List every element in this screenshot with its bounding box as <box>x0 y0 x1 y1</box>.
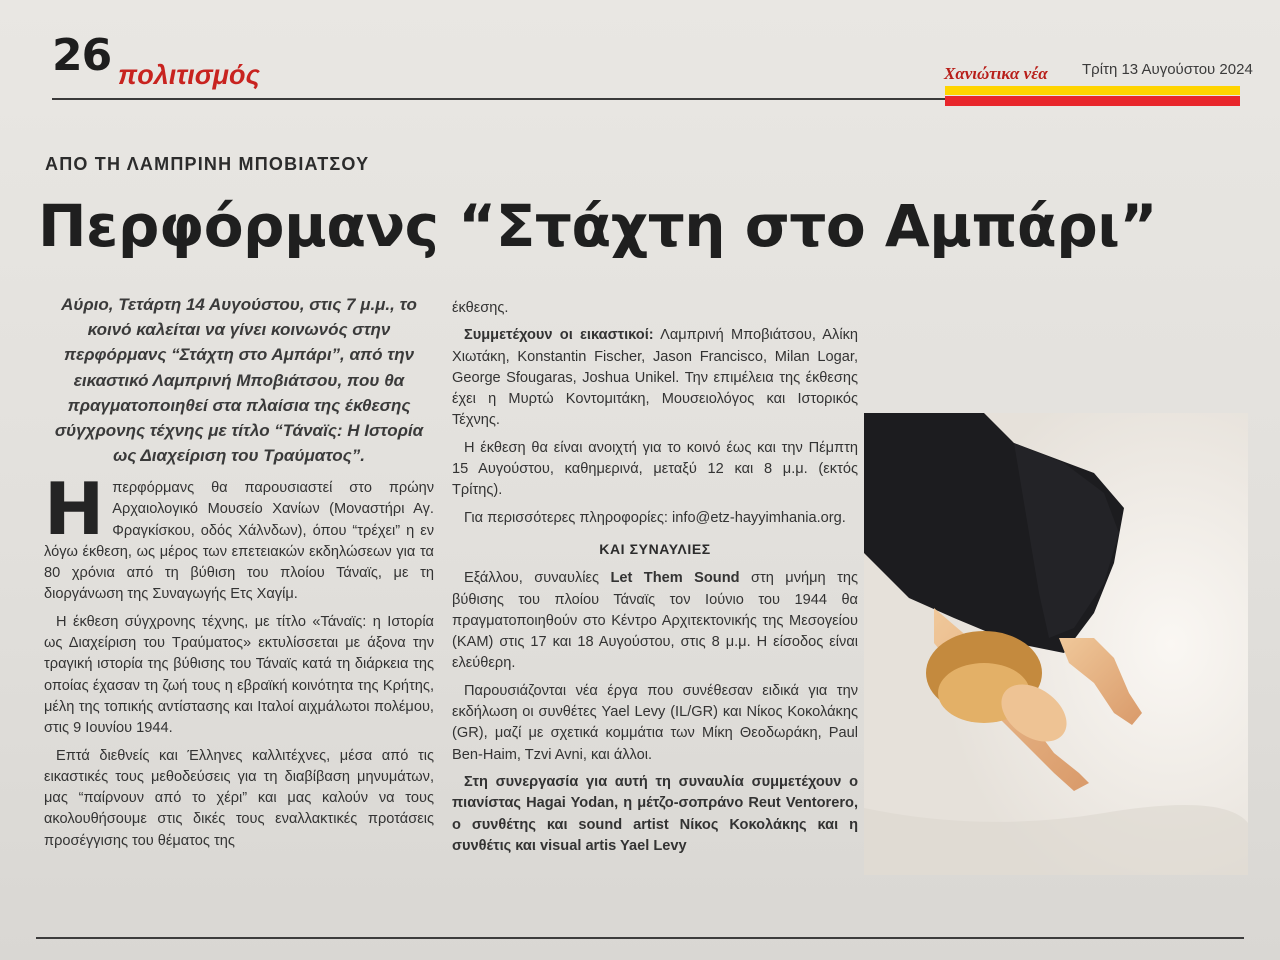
middle-column <box>452 298 858 863</box>
paragraph: Παρουσιάζονται νέα έργα που συνέθεσαν ειδικά για την εκδήλωση οι συνθέτες Yael Levy (IL/GR) και Νίκος Κοκολάκης (GR), μαζί με σχετικά κομμάτια των Μίκη Θεοδωράκη, Paul Ben-Haim, Tzvi Avni, και άλλοι. <box>452 682 858 763</box>
performer-photo <box>864 413 1248 875</box>
paragraph: έκθεσης. <box>452 300 509 316</box>
newspaper-name: Χανιώτικα νέα <box>944 64 1048 83</box>
performer-illustration <box>864 413 1248 875</box>
paragraph-text: Εξάλλου, συναυλίες <box>464 570 611 587</box>
paragraph: Η έκθεση σύγχρονης τέχνης, με τίτλο «Τάναϊς: η Ιστορία ως Διαχείριση του Τραύματος» εκτυλίσσεται με άξονα την τραγική ιστορία της βύθισης του Τάναϊς κατά τη διάρκεια της οποίας έχασαν τη ζωή τους η εβραϊκή κοινότητα της Κρήτης, μέλη της τοπικής αντίστασης και Ιταλοί αιχμάλωτοι πολέμου, στις 9 Ιουνίου 1944. <box>44 613 434 737</box>
footer-rule <box>36 937 1244 939</box>
issue-date: Τρίτη 13 Αυγούστου 2024 <box>1082 61 1253 78</box>
drop-cap: Η <box>44 467 105 551</box>
paragraph: Για περισσότερες πληροφορίες: info@etz-hayyimhania.org. <box>464 509 846 526</box>
left-column <box>44 467 434 858</box>
page-number: 26 <box>52 30 112 81</box>
paragraph-text: περφόρμανς θα παρουσιαστεί στο πρώην Αρχαιολογικό Μουσείο Χανίων (Μοναστήρι Αγ. Φραγκίσκου, οδός Χάλνδων), όπου “τρέχει” η εν λόγω έκθεση, ως μέρος των επετειακών εκδηλώσεων για τα 80 χρόνια από τη βύθιση του πλοίου Τάναϊς, με τη διοργάνωση της Συναγωγής Ετς Χαγίμ. <box>44 480 434 603</box>
article-headline: Περφόρμανς “Στάχτη στο Αμπάρι” <box>38 192 1157 260</box>
paragraph <box>452 568 858 674</box>
paragraph <box>44 467 434 606</box>
concert-title: Let Them Sound <box>610 570 740 587</box>
artists-label: Συμμετέχουν οι εικαστικοί: <box>464 327 654 344</box>
masthead-yellow-band <box>945 86 1240 95</box>
section-title: πολιτισμός <box>118 60 260 90</box>
article-lead: Αύριο, Τετάρτη 14 Αυγούστου, στις 7 μ.μ., το κοινό καλείται να γίνει κοινωνός στην περφόρμανς “Στάχτη στο Αμπάρι”, από την εικαστικό Λαμπρινή Μποβιάτσου, που θα πραγματοποιηθεί στα πλαίσια της έκθεσης σύγχρονης τέχνης με τίτλο “Τάναϊς: Η Ιστορία ως Διαχείριση του Τραύματος”. <box>54 295 424 466</box>
subheading: ΚΑΙ ΣΥΝΑΥΛΙΕΣ <box>599 540 711 557</box>
paragraph: Η έκθεση θα είναι ανοιχτή για το κοινό έως και την Πέμπτη 15 Αυγούστου, καθημερινά, μεταξύ 12 και 8 μ.μ. (εκτός Τρίτης). <box>452 439 858 499</box>
paragraph: Στη συνεργασία για αυτή τη συναυλία συμμετέχουν ο πιανίστας Hagai Yodan, η μέτζο-σοπράνο Reut Ventorero, ο συνθέτης και sound artist Νίκος Κοκολάκης και η συνθέτις και visual artis Yael Levy <box>452 773 858 854</box>
paragraph-text: στη μνήμη της βύθισης του πλοίου Τάναϊς τον Ιούνιο του 1944 θα πραγματοποιηθούν στο Κέντρο Αρχιτεκτονικής της Μεσογείου (ΚΑΜ) στις 17 και 18 Αυγούστου, στις 8 μ.μ. Η είσοδος είναι ελεύθερη. <box>452 570 858 672</box>
article-byline: ΑΠΟ ΤΗ ΛΑΜΠΡΙΝΗ ΜΠΟΒΙΑΤΣΟΥ <box>45 154 370 174</box>
paragraph: Επτά διεθνείς και Έλληνες καλλιτέχνες, μέσα από τις εικαστικές τους μεθοδεύσεις για τη διαβίβαση μηνυμάτων, μας “παίρνουν από το χέρι” και μας καλούν να τους ακολουθήσουμε στις δικές τους εναλλακτικές προτάσεις προσέγγισης του θέματος της <box>44 747 434 849</box>
paragraph <box>452 325 858 431</box>
artists-text: Λαμπρινή Μποβιάτσου, Αλίκη Χιωτάκη, Konstantin Fischer, Jason Francisco, Milan Logar, George Sfougaras, Joshua Unikel. Την επιμέλεια της έκθεσης έχει η Μυρτώ Κοντομιτάκη, Μουσειολόγος και Ιστορικός Τέχνης. <box>452 327 858 429</box>
masthead-red-band <box>945 96 1240 106</box>
